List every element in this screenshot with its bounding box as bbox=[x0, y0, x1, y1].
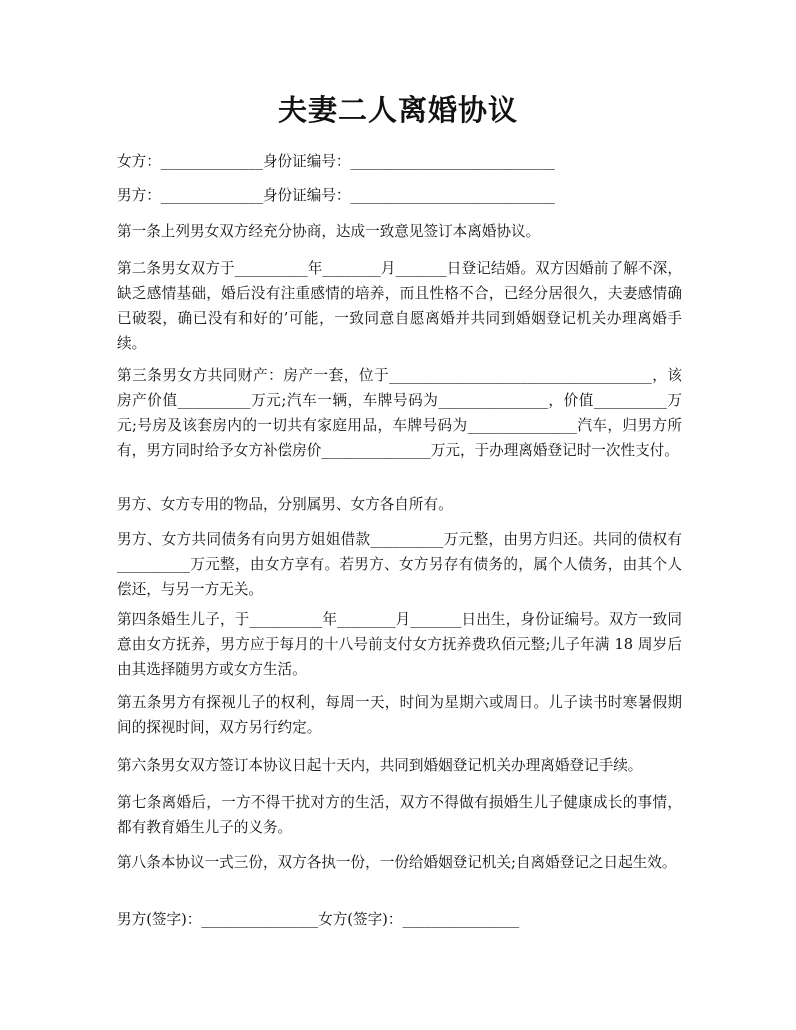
debt-clause: 男方、女方共同债务有向男方姐姐借款__________万元整，由男方归还。共同的债权有__________万元整，由女方享有。若男方、女方另存有债务的，属个人债务，由其个人偿还，与另一方无关。 bbox=[117, 531, 682, 598]
wife-id-line: 女方：______________身份证编号：____________________________ bbox=[117, 153, 555, 170]
article-7: 第七条离婚后，一方不得干扰对方的生活，双方不得做有损婚生儿子健康成长的事情，都有教育婚生儿子的义务。 bbox=[117, 794, 682, 836]
article-6: 第六条男女双方签订本协议日起十天内，共同到婚姻登记机关办理离婚登记手续。 bbox=[117, 757, 643, 774]
article-4: 第四条婚生儿子，于__________年________月_______日出生，身份证编号。双方一致同意由女方抚养，男方应于每月的十八号前支付女方抚养费玖佰元整;儿子年满 18 周岁后由其选择随男方或女方生活。 bbox=[117, 611, 682, 678]
personal-items-clause: 男方、女方专用的物品，分别属男、女方各自所有。 bbox=[117, 496, 453, 513]
husband-id-line: 男方：______________身份证编号：____________________________ bbox=[117, 187, 555, 204]
article-8: 第八条本协议一式三份，双方各执一份，一份给婚姻登记机关;自离婚登记之日起生效。 bbox=[117, 854, 677, 871]
article-5: 第五条男方有探视儿子的权利，每周一天，时间为星期六或周日。儿子读书时寒暑假期间的探视时间，双方另行约定。 bbox=[117, 694, 682, 736]
article-1: 第一条上列男女双方经充分协商，达成一致意见签订本离婚协议。 bbox=[117, 223, 541, 240]
document-title: 夫妻二人离婚协议 bbox=[277, 93, 518, 127]
signature-line: 男方(签字)：________________女方(签字)：________________ bbox=[117, 911, 520, 928]
article-2: 第二条男女双方于__________年________月_______日登记结婚。双方因婚前了解不深，缺乏感情基础，婚后没有注重感情的培养，而且性格不合，已经分居很久，夫妻感情确已破裂，确已没有和好的’可能，一致同意自愿离婚并共同到婚姻登记机关办理离婚手续。 bbox=[117, 260, 682, 352]
article-3: 第三条男女方共同财产：房产一套，位于____________________________________，该房产价值__________万元;汽车一辆，车牌号码为_______________，价值__________万元;号房及该套房内的一切共有家庭用品，车牌号码为_______________汽车，归男方所有，男方同时给予女方补偿房价_______________万元，于办理离婚登记时一次性支付。 bbox=[117, 367, 682, 459]
